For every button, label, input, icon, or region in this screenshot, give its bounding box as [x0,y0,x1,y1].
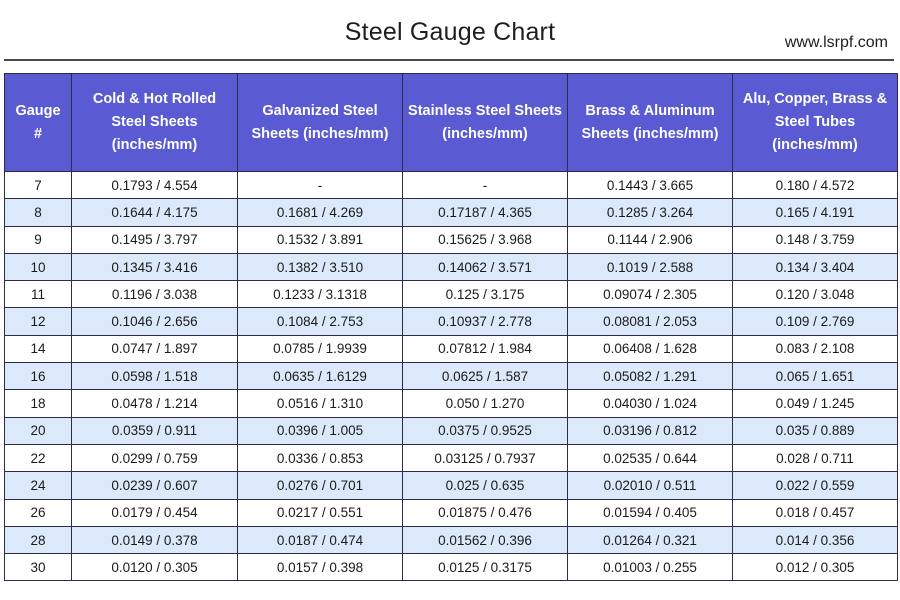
table-header [5,74,898,172]
value-cell: 0.083 / 2.108 [733,335,898,362]
value-cell: 0.01003 / 0.255 [568,554,733,581]
value-cell: 0.0336 / 0.853 [238,444,403,471]
value-cell: 0.0239 / 0.607 [72,472,238,499]
gauge-cell: 30 [5,554,72,581]
gauge-cell: 24 [5,472,72,499]
value-cell: 0.035 / 0.889 [733,417,898,444]
value-cell: 0.01562 / 0.396 [403,526,568,553]
table-row [5,253,898,280]
gauge-cell: 8 [5,199,72,226]
value-cell: 0.03125 / 0.7937 [403,444,568,471]
value-cell: 0.0187 / 0.474 [238,526,403,553]
header-line: (inches/mm) [772,137,858,153]
table-row [5,526,898,553]
value-cell: 0.0125 / 0.3175 [403,554,568,581]
value-cell: 0.02010 / 0.511 [568,472,733,499]
title-divider [4,59,894,61]
value-cell: 0.109 / 2.769 [733,308,898,335]
value-cell: 0.0478 / 1.214 [72,390,238,417]
header-line: Cold & Hot Rolled [92,91,217,107]
value-cell: 0.17187 / 4.365 [403,199,568,226]
table-row [5,281,898,308]
value-cell: 0.0747 / 1.897 [72,335,238,362]
value-cell: 0.1285 / 3.264 [568,199,733,226]
header-line: (inches/mm) [111,137,198,153]
value-cell: 0.1443 / 3.665 [568,172,733,199]
column-header [568,74,733,172]
value-cell: 0.10937 / 2.778 [403,308,568,335]
value-cell: 0.1233 / 3.1318 [238,281,403,308]
value-cell: 0.1532 / 3.891 [238,226,403,253]
value-cell: 0.1681 / 4.269 [238,199,403,226]
value-cell: 0.0516 / 1.310 [238,390,403,417]
header-row [5,74,898,172]
value-cell: 0.06408 / 1.628 [568,335,733,362]
value-cell: 0.049 / 1.245 [733,390,898,417]
header-line: (inches/mm) [442,125,528,142]
value-cell: 0.0598 / 1.518 [72,363,238,390]
value-cell: 0.1382 / 3.510 [238,253,403,280]
value-cell: 0.0785 / 1.9939 [238,335,403,362]
value-cell: 0.01264 / 0.321 [568,526,733,553]
value-cell: 0.025 / 0.635 [403,472,568,499]
value-cell: 0.03196 / 0.812 [568,417,733,444]
page-title: Steel Gauge Chart [344,18,556,46]
table-row [5,308,898,335]
value-cell: 0.1196 / 3.038 [72,281,238,308]
value-cell: 0.1046 / 2.656 [72,308,238,335]
column-header [733,74,898,172]
table-row [5,554,898,581]
value-cell: 0.0635 / 1.6129 [238,363,403,390]
value-cell: 0.165 / 4.191 [733,199,898,226]
table-row [5,472,898,499]
value-cell: 0.0120 / 0.305 [72,554,238,581]
value-cell: 0.1084 / 2.753 [238,308,403,335]
gauge-cell: 14 [5,335,72,362]
value-cell: 0.0149 / 0.378 [72,526,238,553]
table-row [5,199,898,226]
value-cell: 0.1644 / 4.175 [72,199,238,226]
gauge-cell: 12 [5,308,72,335]
header-line: Sheets (inches/mm) [251,125,389,142]
table-row [5,499,898,526]
gauge-cell: 20 [5,417,72,444]
gauge-cell: 9 [5,226,72,253]
value-cell: 0.1019 / 2.588 [568,253,733,280]
value-cell: 0.134 / 3.404 [733,253,898,280]
value-cell: 0.022 / 0.559 [733,472,898,499]
gauge-cell: 7 [5,172,72,199]
value-cell: 0.07812 / 1.984 [403,335,568,362]
value-cell: 0.014 / 0.356 [733,526,898,553]
value-cell: - [238,172,403,199]
header-line: Alu, Copper, Brass & [742,91,888,107]
value-cell: 0.0375 / 0.9525 [403,417,568,444]
column-header [403,74,568,172]
table-row [5,172,898,199]
value-cell: 0.125 / 3.175 [403,281,568,308]
value-cell: 0.0179 / 0.454 [72,499,238,526]
value-cell: 0.0276 / 0.701 [238,472,403,499]
value-cell: 0.012 / 0.305 [733,554,898,581]
value-cell: 0.0359 / 0.911 [72,417,238,444]
value-cell: 0.065 / 1.651 [733,363,898,390]
value-cell: 0.018 / 0.457 [733,499,898,526]
table-row [5,390,898,417]
value-cell: 0.148 / 3.759 [733,226,898,253]
value-cell: 0.01875 / 0.476 [403,499,568,526]
table-row [5,226,898,253]
value-cell: 0.0157 / 0.398 [238,554,403,581]
table-row [5,417,898,444]
header-line: Gauge [15,102,61,119]
value-cell: 0.14062 / 3.571 [403,253,568,280]
gauge-cell: 16 [5,363,72,390]
table-row [5,363,898,390]
value-cell: 0.1345 / 3.416 [72,253,238,280]
value-cell: 0.028 / 0.711 [733,444,898,471]
website-label: www.lsrpf.com [784,34,888,51]
value-cell: - [403,172,568,199]
value-cell: 0.15625 / 3.968 [403,226,568,253]
value-cell: 0.0396 / 1.005 [238,417,403,444]
value-cell: 0.04030 / 1.024 [568,390,733,417]
table-row [5,444,898,471]
header-line: Sheets (inches/mm) [581,125,719,142]
gauge-cell: 11 [5,281,72,308]
value-cell: 0.0217 / 0.551 [238,499,403,526]
value-cell: 0.1144 / 2.906 [568,226,733,253]
value-cell: 0.05082 / 1.291 [568,363,733,390]
header-line: Brass & Aluminum [585,102,715,119]
gauge-cell: 28 [5,526,72,553]
value-cell: 0.1793 / 4.554 [72,172,238,199]
value-cell: 0.08081 / 2.053 [568,308,733,335]
value-cell: 0.1495 / 3.797 [72,226,238,253]
header-line: Steel Tubes [774,114,856,130]
gauge-cell: 22 [5,444,72,471]
value-cell: 0.0299 / 0.759 [72,444,238,471]
value-cell: 0.02535 / 0.644 [568,444,733,471]
column-header [5,74,72,172]
value-cell: 0.01594 / 0.405 [568,499,733,526]
column-header [72,74,238,172]
header-line: # [33,125,43,142]
table-body [5,172,898,581]
column-header [238,74,403,172]
table-row [5,335,898,362]
value-cell: 0.0625 / 1.587 [403,363,568,390]
value-cell: 0.180 / 4.572 [733,172,898,199]
header-line: Stainless Steel Sheets [408,102,562,119]
header-line: Steel Sheets [111,114,198,130]
header-line: Galvanized Steel [262,102,378,119]
gauge-cell: 10 [5,253,72,280]
value-cell: 0.120 / 3.048 [733,281,898,308]
value-cell: 0.050 / 1.270 [403,390,568,417]
gauge-cell: 26 [5,499,72,526]
gauge-table [4,73,898,581]
gauge-cell: 18 [5,390,72,417]
value-cell: 0.09074 / 2.305 [568,281,733,308]
